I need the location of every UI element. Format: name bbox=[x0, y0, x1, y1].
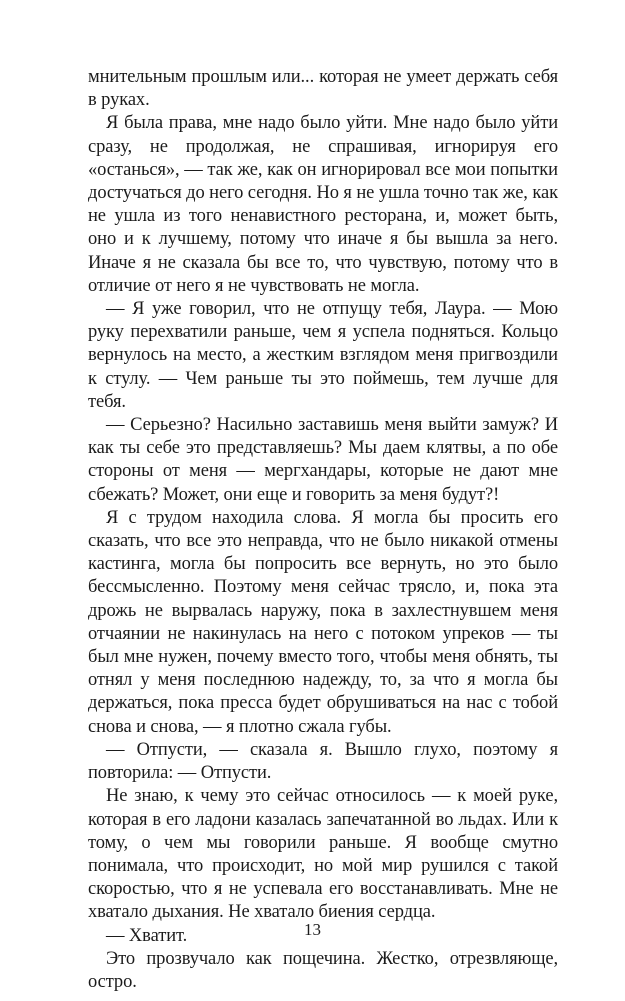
paragraph: Я была права, мне надо было уйти. Мне надо было уйти сразу, не продолжая, не спрашивая, игнорируя его «останься», — так же, как он игнорировал все мои попытки достучаться до него сегодня. Но я не ушла точно так же, как не ушла из того ненавистного ресторана, и, может быть, оно и к лучшему, потому что иначе я бы вышла за него. Иначе я не сказала бы все то, что чувствую, потому что в отличие от него я не чувствовать не могла. bbox=[88, 113, 558, 296]
body-text bbox=[88, 66, 558, 994]
paragraph: Это прозвучало как пощечина. Жестко, отрезвляюще, остро. bbox=[88, 948, 558, 992]
page-number: 13 bbox=[304, 920, 321, 939]
paragraph: — Отпусти, — сказала я. Вышло глухо, поэтому я повторила: — Отпусти. bbox=[88, 739, 558, 784]
paragraph: мнительным прошлым или... которая не умеет держать себя в руках. bbox=[88, 67, 558, 111]
paragraph: Не знаю, к чему это сейчас относилось — к моей руке, которая в его ладони казалась запечатанной во льдах. Или к тому, о чем мы говорили раньше. Я вообще смутно понимала, что происходит, но мой мир рушился с такой скоростью, что я не успевала его восстанавливать. Мне не хватало дыхания. Не хватало биения сердца. bbox=[88, 786, 558, 923]
paragraph: — Я уже говорил, что не отпущу тебя, Лаура. — Мою руку перехватили раньше, чем я успела подняться. Кольцо вернулось на место, а жестким взглядом меня пригвоздили к стулу. — Чем раньше ты это поймешь, тем лучше для тебя. bbox=[88, 299, 558, 412]
paragraph: — Хватит. bbox=[106, 925, 188, 946]
paragraph: — Серьезно? Насильно заставишь меня выйти замуж? И как ты себе это представляешь? Мы даем клятвы, а по обе стороны от меня — мергхандары, которые не дают мне сбежать? Может, они еще и говорить за меня будут?! bbox=[88, 415, 558, 505]
paragraph: Я с трудом находила слова. Я могла бы просить его сказать, что все это неправда, что не было никакой отмены кастинга, могла бы попросить все вернуть, но это было бессмысленно. Поэтому меня сейчас трясло, и, пока эта дрожь не вырвалась наружу, пока в захлестнувшем меня отчаянии не накинулась на него с потоком упреков — ты был мне нужен, почему вместо того, чтобы меня обнять, ты отнял у меня последнюю надежду, то, за что я могла бы держаться, пока пресса будет обрушиваться на нас с тобой снова и снова, — я плотно сжала губы. bbox=[88, 507, 558, 737]
